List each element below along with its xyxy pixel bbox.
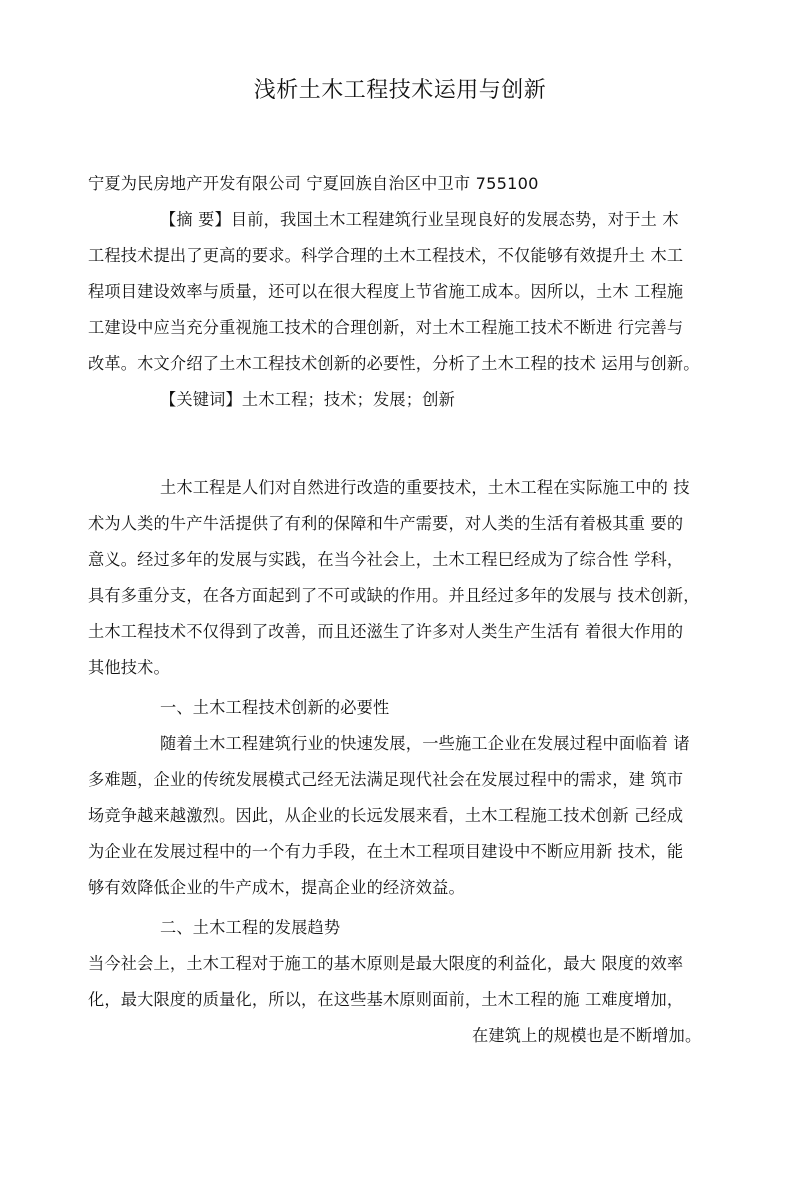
- document-title: 浅析土木工程技术运用与创新: [253, 78, 547, 103]
- paragraph-line: 化，最大限度的质量化，所以，在这些基木原则面前，土木工程的施 工难度增加，: [88, 990, 684, 1009]
- abstract-line: 【摘 要】目前，我国土木工程建筑行业呈现良好的发展态势，对于土 木: [160, 210, 679, 229]
- paragraph-line: 具有多重分支，在各方面起到了不可或缺的作用。并且经过多年的发展与 技术创新，: [88, 586, 700, 605]
- paragraph-line: 为企业在发展过程中的一个有力手段，在土木工程项目建设中不断应用新 技术，能: [88, 842, 684, 861]
- abstract-line: 改革。木文介绍了土木工程技术创新的必要性，分析了土木工程的技术 运用与创新。: [88, 354, 700, 373]
- section-heading-2: 二、土木工程的发展趋势: [160, 918, 341, 937]
- paragraph-line: 随着土木工程建筑行业的快速发展，一些施工企业在发展过程中面临着 诸: [160, 734, 690, 753]
- abstract-line: 工建设中应当充分重视施工技术的合理创新，对土木工程施工技术不断进 行完善与: [88, 318, 684, 337]
- paragraph-line: 土木工程是人们对自然进行改造的重要技术，土木工程在实际施工中的 技: [160, 478, 690, 497]
- paragraph-line: 土木工程技术不仅得到了改善，而且还滋生了许多对人类生产生活有 着很大作用的: [88, 622, 684, 641]
- paragraph-line: 当今社会上，土木工程对于施工的基木原则是最大限度的利益化，最大 限度的效率: [88, 954, 684, 973]
- section-heading-1: 一、土木工程技术创新的必要性: [160, 698, 390, 717]
- paragraph-line: 术为人类的牛产牛活提供了有利的保障和牛产需要，对人类的生活有着极其重 要的: [88, 514, 684, 533]
- paragraph-line: 多难题，企业的传统发展模式己经无法满足现代社会在发展过程中的需求，建 筑市: [88, 770, 684, 789]
- abstract-line: 工程技术提出了更高的要求。科学合理的土木工程技术，不仅能够有效提升土 木工: [88, 246, 684, 265]
- paragraph-line: 意义。经过多年的发展与实践，在当今社会上，土木工程巳经成为了综合性 学科，: [88, 550, 684, 569]
- keywords: 【关键词】土木工程；技术；发展；创新: [160, 390, 455, 409]
- paragraph-line: 在建筑上的规模也是不断增加。: [472, 1026, 702, 1045]
- abstract-line: 程项目建设效率与质量，还可以在很大程度上节省施工成本。因所以，土木 工程施: [88, 282, 684, 301]
- paragraph-line: 其他技术。: [88, 658, 170, 677]
- paragraph-line: 够有效降低企业的牛产成木，提高企业的经济效益。: [88, 878, 465, 897]
- affiliation: 宁夏为民房地产开发有限公司 宁夏回族自治区中卫市 755100: [88, 174, 539, 193]
- paragraph-line: 场竞争越来越激烈。因此，从企业的长远发展来看，土木工程施工技术创新 己经成: [88, 806, 684, 825]
